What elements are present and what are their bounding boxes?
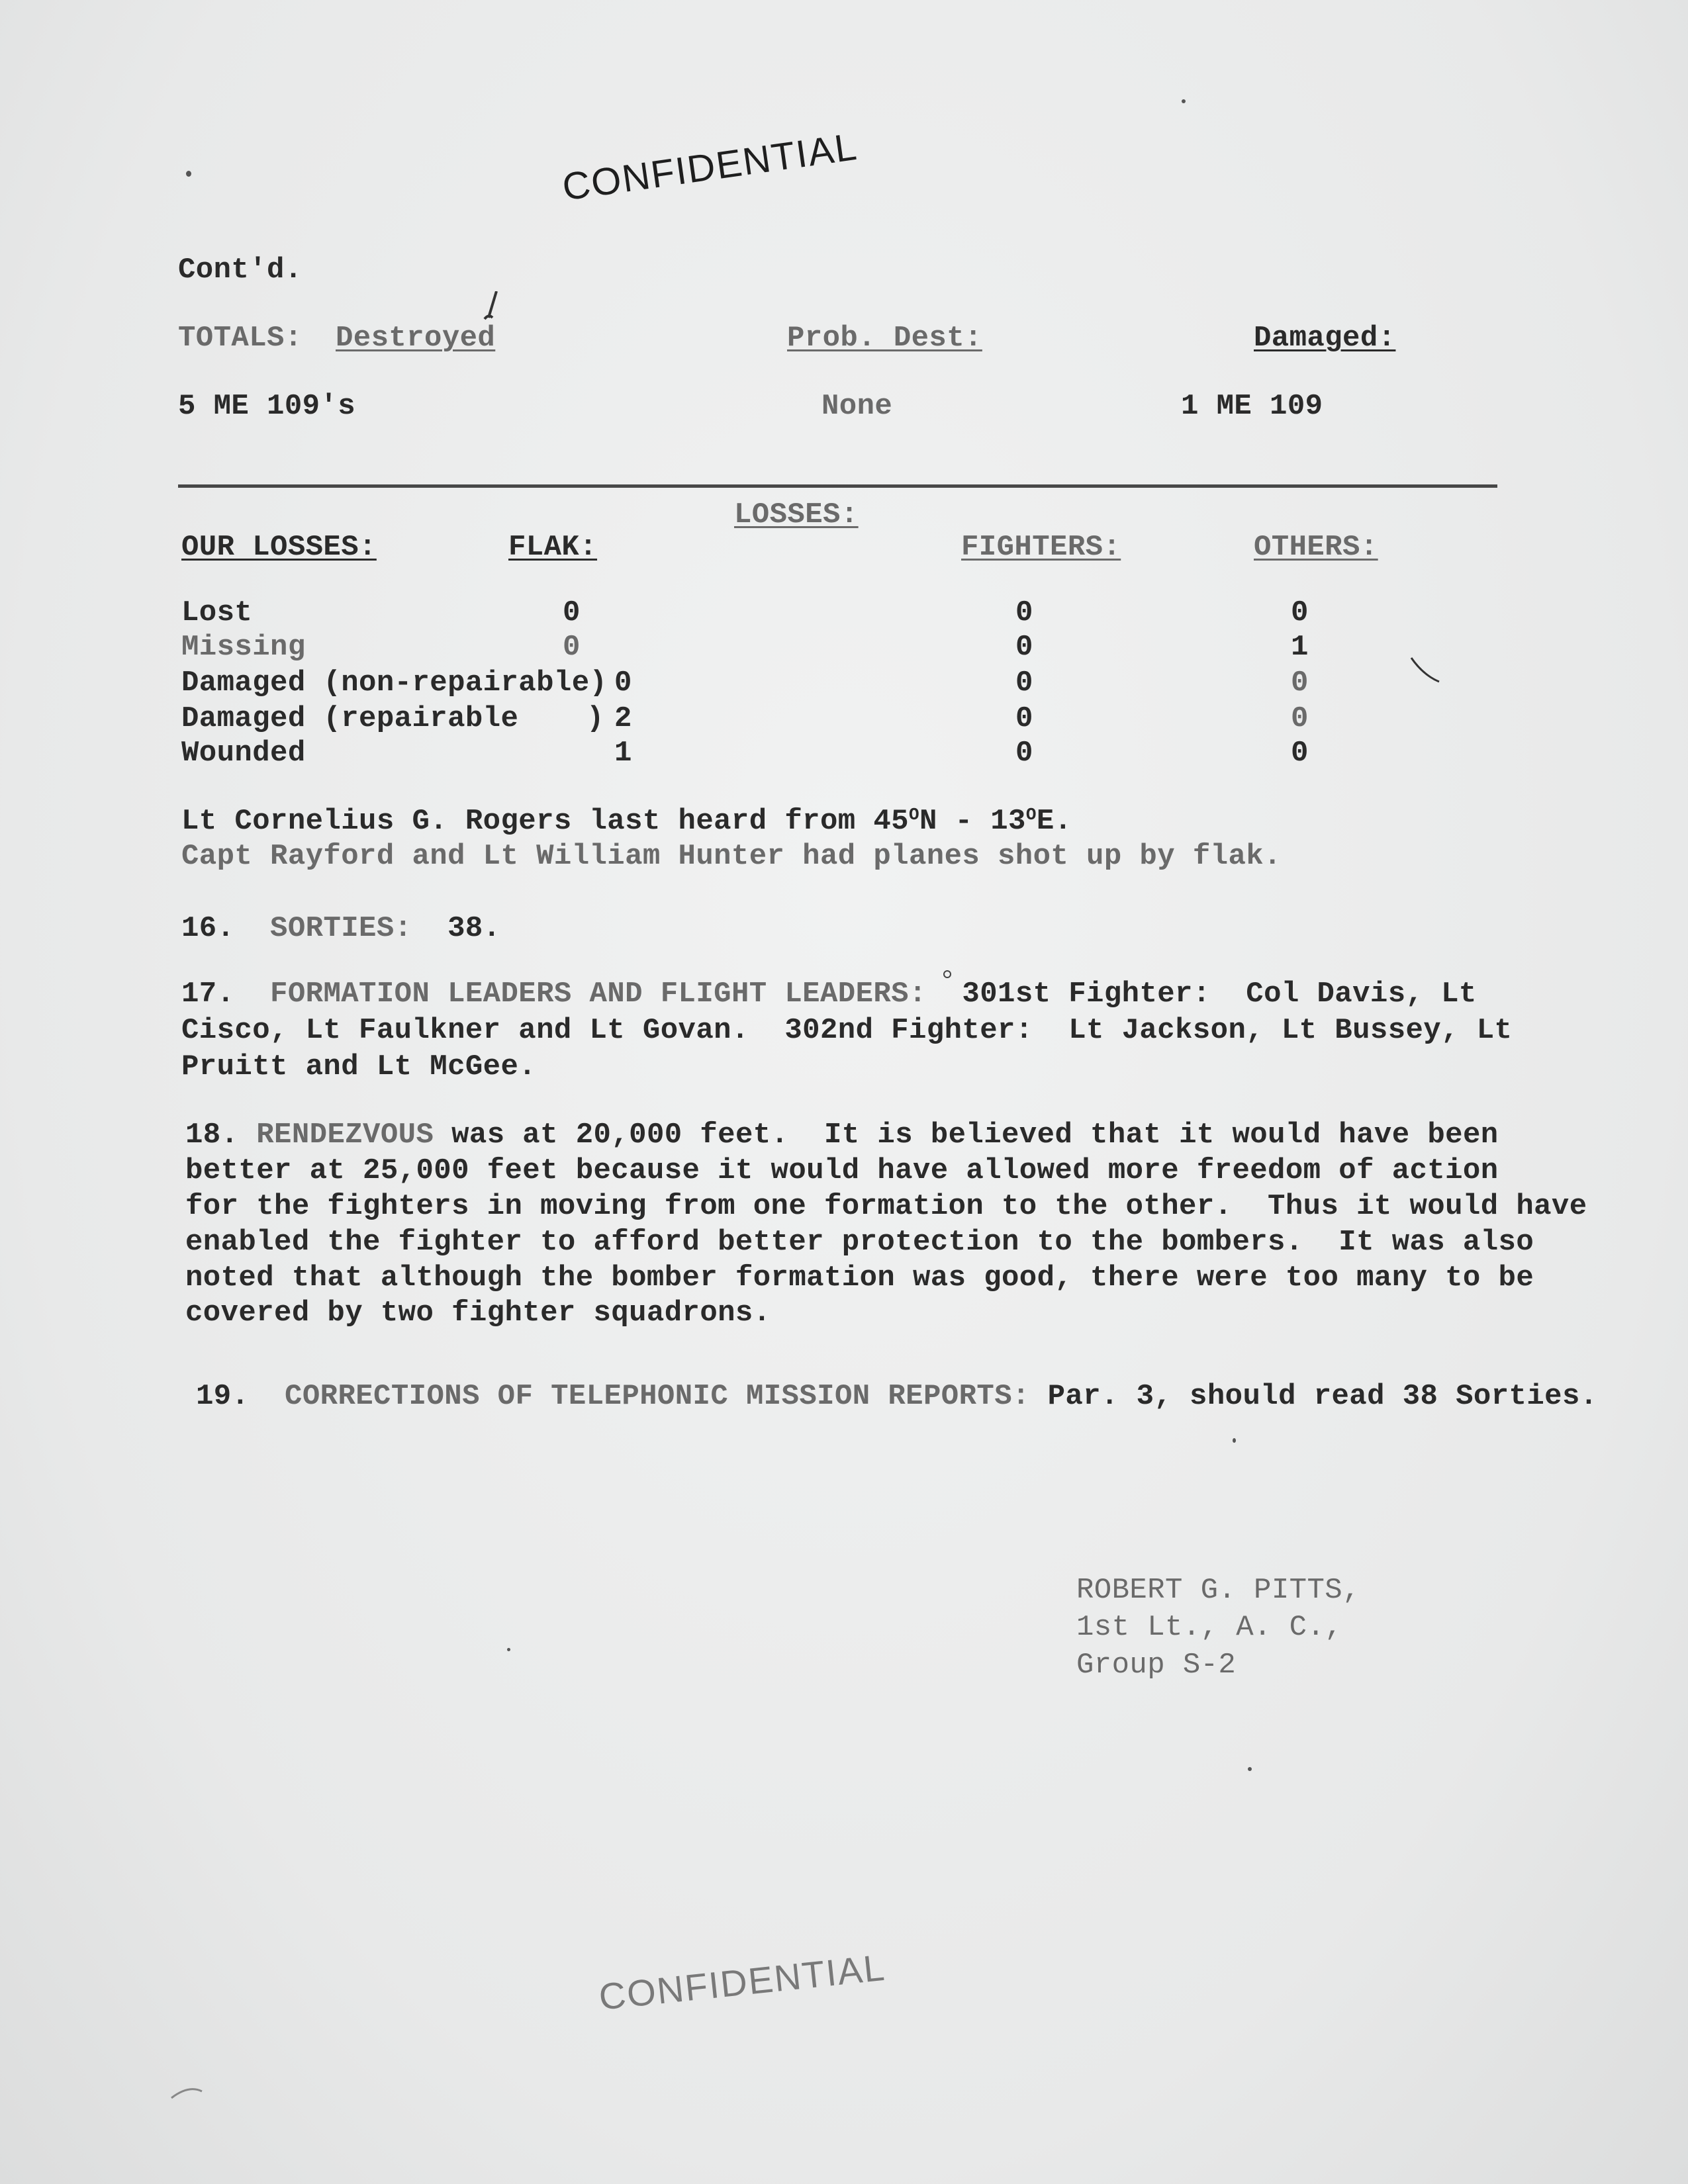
- row-label: Damaged (repairable: [181, 702, 519, 735]
- damaged-value: 1 ME 109: [1181, 390, 1323, 423]
- fighters-value: 0: [1015, 737, 1033, 770]
- speck: [1233, 1438, 1236, 1443]
- paragraph-number: 16.: [181, 912, 235, 945]
- flak-value: 0: [563, 631, 581, 664]
- row-label: Damaged (non-repairable): [181, 666, 608, 700]
- paragraph-number: 17.: [181, 978, 235, 1011]
- pen-mark: [477, 291, 503, 331]
- totals-label: TOTALS:: [178, 322, 303, 355]
- flak-prefix: ): [586, 702, 604, 735]
- degree-sup: O: [1025, 805, 1037, 825]
- destroyed-label: Destroyed: [336, 322, 496, 355]
- prob-dest-value: None: [821, 390, 893, 423]
- destroyed-value: 5 ME 109's: [178, 390, 356, 423]
- note-line-1-suffix: E.: [1036, 805, 1072, 838]
- row-label: Missing: [181, 631, 306, 664]
- speck: [943, 970, 951, 978]
- flak-value: 0: [563, 596, 581, 629]
- signature-name: ROBERT G. PITTS,: [1076, 1574, 1360, 1607]
- paragraph-heading: CORRECTIONS OF TELEPHONIC MISSION REPORTS:: [285, 1380, 1030, 1413]
- paragraph-number: 18.: [185, 1118, 239, 1152]
- speck: [507, 1648, 510, 1651]
- contd-label: Cont'd.: [178, 253, 303, 287]
- paragraph-18-line-1: [185, 1118, 1499, 1152]
- paragraph-number: 19.: [196, 1380, 250, 1413]
- confidential-stamp-bottom: CONFIDENTIAL: [596, 1946, 888, 2018]
- paragraph-17-line-1: [181, 977, 1477, 1011]
- paragraph-heading: SORTIES:: [270, 912, 412, 945]
- paragraph-18-line-5: noted that although the bomber formation was good, there were too many to be: [185, 1261, 1534, 1295]
- paragraph-19: [196, 1379, 1598, 1414]
- speck: [1182, 99, 1186, 103]
- confidential-stamp-top: CONFIDENTIAL: [559, 124, 861, 209]
- degree-sup: O: [908, 805, 919, 825]
- fighters-value: 0: [1015, 702, 1033, 735]
- signature-rank: 1st Lt., A. C.,: [1076, 1611, 1343, 1644]
- horizontal-rule: [178, 484, 1497, 488]
- damaged-label: Damaged:: [1254, 322, 1396, 355]
- losses-section-label: LOSSES:: [734, 498, 859, 531]
- paragraph-17-line-2: Cisco, Lt Faulkner and Lt Govan. 302nd Fighter: Lt Jackson, Lt Bussey, Lt: [181, 1014, 1513, 1047]
- prob-dest-label: Prob. Dest:: [787, 322, 982, 355]
- fighters-value: 0: [1015, 666, 1033, 700]
- others-value: 1: [1291, 631, 1309, 664]
- note-line-1-mid: N - 13: [919, 805, 1026, 838]
- paragraph-17-line-3: Pruitt and Lt McGee.: [181, 1050, 537, 1083]
- paragraph-text: 38.: [447, 912, 501, 945]
- row-label: Wounded: [181, 737, 306, 770]
- paragraph-18-line-4: enabled the fighter to afford better protection to the bombers. It was also: [185, 1226, 1534, 1259]
- paragraph-heading: RENDEZVOUS: [256, 1118, 434, 1152]
- note-line-1-text: Lt Cornelius G. Rogers last heard from 45: [181, 805, 909, 838]
- others-value: 0: [1291, 737, 1309, 770]
- paragraph-text: was at 20,000 feet. It is believed that it would have been: [451, 1118, 1499, 1152]
- our-losses-label: OUR LOSSES:: [181, 531, 377, 564]
- others-value: 0: [1291, 702, 1309, 735]
- others-value: 0: [1291, 666, 1309, 700]
- others-value: 0: [1291, 596, 1309, 629]
- signature-unit: Group S-2: [1076, 1649, 1237, 1682]
- paragraph-18-line-3: for the fighters in moving from one formation to the other. Thus it would have: [185, 1190, 1587, 1223]
- row-label: Lost: [181, 596, 253, 629]
- paragraph-text: 301st Fighter: Col Davis, Lt: [962, 978, 1477, 1011]
- note-line-1: [181, 804, 1072, 839]
- paragraph-18-line-2: better at 25,000 feet because it would have allowed more freedom of action: [185, 1154, 1499, 1187]
- speck: [1248, 1767, 1252, 1771]
- flak-value: 1: [614, 737, 632, 770]
- fighters-value: 0: [1015, 631, 1033, 664]
- speck: [186, 171, 191, 177]
- corner-mark: [169, 2078, 209, 2105]
- others-column-header: OTHERS:: [1254, 531, 1378, 564]
- paragraph-heading: FORMATION LEADERS AND FLIGHT LEADERS:: [270, 978, 927, 1011]
- flak-value: 0: [614, 666, 632, 700]
- fighters-column-header: FIGHTERS:: [961, 531, 1121, 564]
- paragraph-text: Par. 3, should read 38 Sorties.: [1047, 1380, 1598, 1413]
- flak-value: 2: [614, 702, 632, 735]
- flak-column-header: FLAK:: [508, 531, 598, 564]
- paragraph-16: [181, 911, 501, 946]
- paragraph-18-line-6: covered by two fighter squadrons.: [185, 1297, 771, 1330]
- fighters-value: 0: [1015, 596, 1033, 629]
- check-mark: [1410, 655, 1443, 688]
- note-line-2: Capt Rayford and Lt William Hunter had planes shot up by flak.: [181, 840, 1282, 873]
